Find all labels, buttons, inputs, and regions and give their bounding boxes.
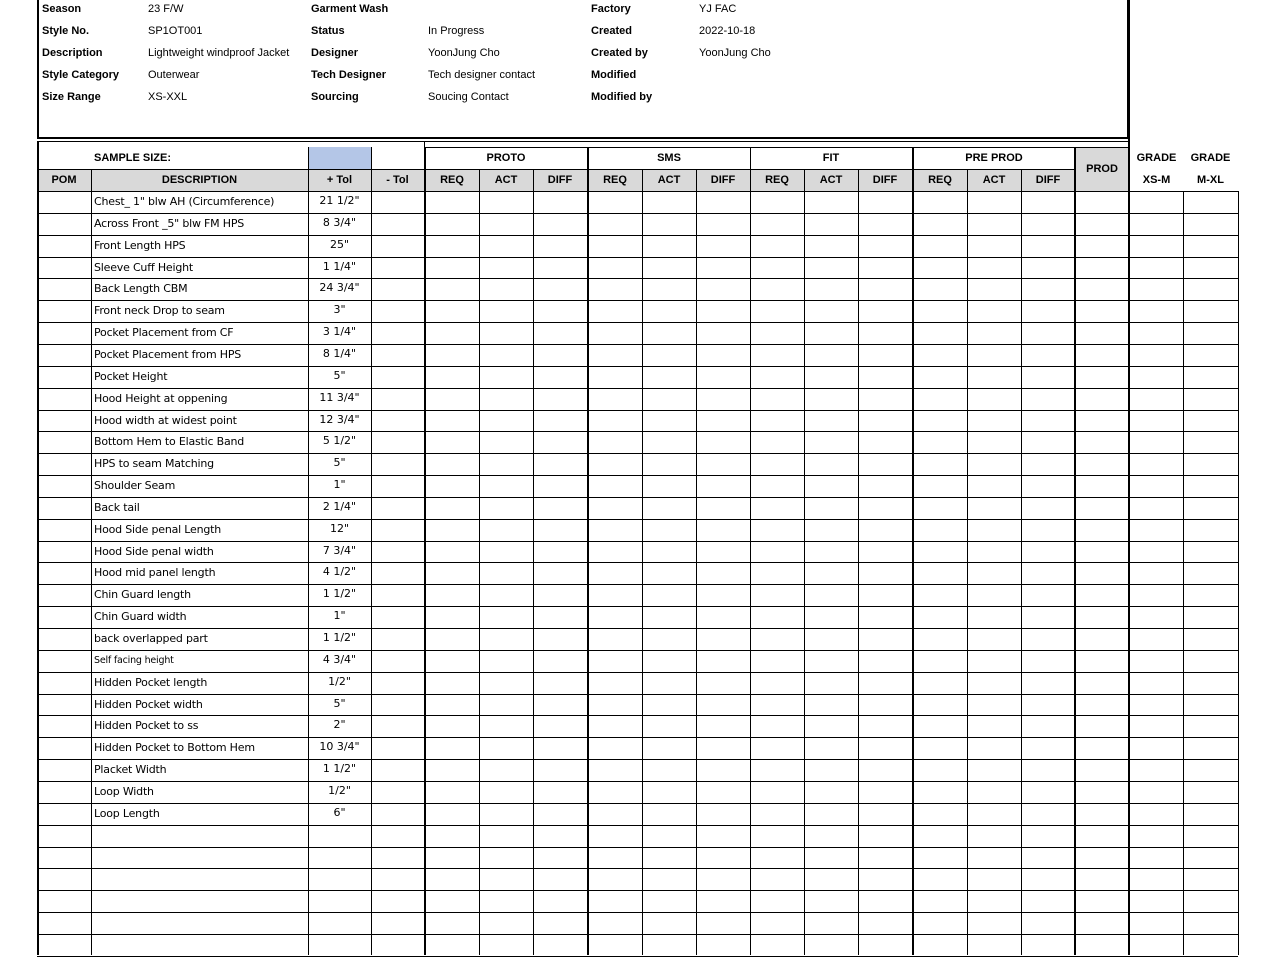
table-row-description[interactable]: Across Front _5" blw FM HPS <box>94 216 245 230</box>
sub-col-header: DIFF <box>872 174 898 186</box>
row-line <box>37 475 1238 476</box>
minus-tol-header: - Tol <box>386 174 409 186</box>
table-row-description[interactable]: Pocket Placement from CF <box>94 326 234 340</box>
header-label: Created by <box>591 47 648 59</box>
table-row-description[interactable]: Hidden Pocket width <box>94 697 203 711</box>
description-header: DESCRIPTION <box>161 174 238 186</box>
grade-size-header: XS-M <box>1142 174 1171 186</box>
table-row-plus-tol[interactable]: 2 1/4" <box>322 499 357 513</box>
header-value[interactable]: 23 F/W <box>148 3 184 15</box>
header-label: Created <box>591 25 632 37</box>
group-line <box>425 147 426 955</box>
table-row-plus-tol[interactable]: 5" <box>333 368 346 382</box>
table-row-description[interactable]: Hood Side penal width <box>94 544 214 558</box>
sub-line <box>696 169 697 955</box>
group-mid-line <box>913 169 1075 170</box>
table-row-plus-tol[interactable]: 1/2" <box>328 783 351 797</box>
header-value[interactable]: Tech designer contact <box>428 69 536 81</box>
row-line <box>37 825 1238 826</box>
table-row-description[interactable]: Bottom Hem to Elastic Band <box>94 435 245 449</box>
table-row-plus-tol[interactable]: 1 1/2" <box>322 631 357 644</box>
row-line <box>37 562 1238 563</box>
row-line <box>37 213 1238 214</box>
group-mid-line <box>750 169 912 170</box>
header-value[interactable]: Soucing Contact <box>428 91 509 103</box>
group-top-line <box>750 147 912 148</box>
sub-line <box>1021 169 1022 955</box>
sub-line <box>533 169 534 955</box>
sub-col-header: ACT <box>819 174 843 186</box>
row-line <box>37 344 1238 345</box>
sub-col-header: DIFF <box>710 174 736 186</box>
table-row-plus-tol[interactable]: 1 1/2" <box>322 762 357 776</box>
header-value[interactable]: In Progress <box>428 25 485 37</box>
header-value[interactable]: YJ FAC <box>699 3 737 15</box>
grade-header: GRADE <box>1190 152 1231 164</box>
row-line <box>37 497 1238 498</box>
header-value[interactable]: Lightweight windproof Jacket <box>148 47 290 59</box>
table-row-description[interactable]: Loop Width <box>94 784 154 798</box>
sub-line <box>642 169 643 955</box>
sub-col-header: ACT <box>494 174 518 186</box>
row-line <box>37 453 1238 454</box>
row-line <box>37 606 1238 607</box>
table-row-plus-tol[interactable]: 21 1/2" <box>319 194 360 207</box>
row-line <box>37 759 1238 760</box>
row-line <box>37 694 1238 695</box>
table-row-plus-tol[interactable]: 5" <box>333 456 346 470</box>
sub-col-header: REQ <box>440 174 464 186</box>
table-row-description[interactable]: Shoulder Seam <box>94 479 176 493</box>
table-row-plus-tol[interactable]: 24 3/4" <box>319 281 360 295</box>
row-line <box>37 191 1238 192</box>
col-line <box>1238 191 1239 955</box>
plus-tol-header: + Tol <box>326 174 353 186</box>
col-line <box>91 169 92 955</box>
table-row-description[interactable]: Chest_ 1" blw AH (Circumference) <box>94 195 275 208</box>
pom-header: POM <box>51 174 77 186</box>
table-row-plus-tol[interactable]: 3" <box>333 303 346 317</box>
prod-top-line <box>1075 147 1129 148</box>
sub-col-header: REQ <box>603 174 627 186</box>
header-label: Style No. <box>42 25 90 37</box>
row-line <box>37 628 1238 629</box>
table-row-plus-tol[interactable]: 7 3/4" <box>322 543 357 557</box>
table-row-description[interactable]: Loop Length <box>94 806 160 820</box>
row-line <box>37 847 1238 848</box>
grade-size-header: M-XL <box>1197 174 1224 186</box>
table-row-plus-tol[interactable]: 10 3/4" <box>319 740 360 754</box>
row-line <box>37 519 1238 520</box>
table-row-description[interactable]: Pocket Height <box>94 369 168 383</box>
group-header: PRE PROD <box>965 152 1023 164</box>
header-label: Description <box>42 47 103 59</box>
row-line <box>37 431 1238 432</box>
header-label: Size Range <box>42 91 101 103</box>
header-label: Tech Designer <box>311 69 386 81</box>
table-row-plus-tol[interactable]: 1 1/4" <box>322 259 357 273</box>
row-line <box>37 737 1238 738</box>
table-row-plus-tol[interactable]: 4 1/2" <box>322 565 357 579</box>
row-line <box>37 715 1238 716</box>
row-line <box>37 541 1238 542</box>
sample-size-label: SAMPLE SIZE: <box>94 152 172 164</box>
group-top-line <box>588 147 750 148</box>
table-row-description[interactable]: Pocket Placement from HPS <box>94 347 242 361</box>
header-label: Garment Wash <box>311 3 389 15</box>
table-row-description[interactable]: Hidden Pocket to ss <box>94 719 199 733</box>
group-header: PROTO <box>486 152 526 164</box>
table-row-plus-tol[interactable]: 4 3/4" <box>322 652 357 666</box>
table-row-description[interactable]: Back tail <box>94 500 140 514</box>
table-row-plus-tol[interactable]: 6" <box>333 805 346 819</box>
header-value[interactable]: YoonJung Cho <box>428 47 500 59</box>
header-label: Modified <box>591 69 637 81</box>
row-line <box>37 388 1238 389</box>
table-row-plus-tol[interactable]: 11 3/4" <box>319 390 360 404</box>
grade-header: GRADE <box>1136 152 1177 164</box>
sub-col-header: ACT <box>657 174 681 186</box>
table-row-description[interactable]: Front neck Drop to seam <box>94 304 225 318</box>
group-line <box>913 147 914 955</box>
row-line <box>37 868 1238 869</box>
group-line <box>750 147 751 955</box>
group-top-line <box>913 147 1075 148</box>
row-line <box>37 803 1238 804</box>
sub-col-header: DIFF <box>1035 174 1061 186</box>
header-value[interactable]: XS-XXL <box>148 91 188 103</box>
col-line <box>371 147 372 955</box>
table-row-description[interactable]: Hood width at widest point <box>94 413 237 427</box>
group-top-line <box>425 147 587 148</box>
group-mid-line <box>425 169 587 170</box>
header-value[interactable]: Outerwear <box>148 69 200 81</box>
col-line <box>1075 147 1076 955</box>
header-label: Modified by <box>591 91 653 103</box>
table-row-description[interactable]: Hood mid panel length <box>94 566 216 580</box>
table-row-description[interactable]: back overlapped part <box>94 632 208 645</box>
table-row-description[interactable]: Sleeve Cuff Height <box>94 260 194 274</box>
table-row-plus-tol[interactable]: 12 3/4" <box>319 412 360 426</box>
row-line <box>37 672 1238 673</box>
row-line <box>37 410 1238 411</box>
group-mid-line <box>588 169 750 170</box>
table-row-plus-tol[interactable]: 2" <box>333 718 346 732</box>
sample-size-input[interactable] <box>309 147 371 169</box>
table-row-plus-tol[interactable]: 8 3/4" <box>322 215 357 229</box>
row-line <box>37 650 1238 651</box>
header-value[interactable]: SP1OT001 <box>148 25 203 37</box>
table-row-description[interactable]: Hood Height at oppening <box>94 391 228 405</box>
header-label: Sourcing <box>311 91 359 103</box>
row-line <box>37 912 1238 913</box>
sub-col-header: ACT <box>982 174 1006 186</box>
table-row-plus-tol[interactable]: 25" <box>329 237 350 251</box>
sub-line <box>967 169 968 955</box>
row-line <box>37 235 1238 236</box>
row-line <box>37 934 1238 935</box>
table-row-description[interactable]: Chin Guard length <box>94 588 191 602</box>
table-row-description[interactable]: Self facing height <box>94 654 174 666</box>
row-line <box>37 890 1238 891</box>
table-row-plus-tol[interactable]: 1 1/2" <box>322 587 357 601</box>
table-row-description[interactable]: Back Length CBM <box>94 282 188 296</box>
table-row-plus-tol[interactable]: 5" <box>333 696 346 710</box>
table-row-description[interactable]: Hidden Pocket to Bottom Hem <box>94 741 255 755</box>
table-row-plus-tol[interactable]: 12" <box>329 521 350 535</box>
table-row-plus-tol[interactable]: 3 1/4" <box>322 325 357 339</box>
row-line <box>37 322 1238 323</box>
table-row-description[interactable]: HPS to seam Matching <box>94 457 214 471</box>
group-header: FIT <box>822 152 840 164</box>
header-label: Factory <box>591 3 631 15</box>
header-value[interactable]: 2022-10-18 <box>699 25 756 37</box>
table-row-description[interactable]: Hidden Pocket length <box>94 675 208 689</box>
header-line <box>37 169 424 170</box>
header-line <box>37 141 1129 142</box>
table-row-plus-tol[interactable]: 1" <box>333 478 346 492</box>
header-label: Status <box>311 25 345 37</box>
table-row-plus-tol[interactable]: 8 1/4" <box>322 346 357 360</box>
row-line <box>37 781 1238 782</box>
table-row-description[interactable]: Chin Guard width <box>94 610 187 624</box>
table-row-description[interactable]: Front Length HPS <box>94 238 186 252</box>
sub-col-header: DIFF <box>547 174 573 186</box>
col-line <box>1183 191 1184 955</box>
header-value[interactable]: YoonJung Cho <box>699 47 771 59</box>
row-line <box>37 300 1238 301</box>
table-row-plus-tol[interactable]: 5 1/2" <box>322 434 357 448</box>
table-row-description[interactable]: Hood Side penal Length <box>94 522 222 536</box>
header-label: Season <box>42 3 82 15</box>
table-row-plus-tol[interactable]: 1/2" <box>328 674 351 688</box>
row-line <box>37 366 1238 367</box>
header-label: Style Category <box>42 69 120 81</box>
sub-col-header: REQ <box>928 174 952 186</box>
sub-line <box>479 169 480 955</box>
group-line <box>588 147 589 955</box>
col-line <box>38 141 39 955</box>
table-row-plus-tol[interactable]: 1" <box>333 609 346 623</box>
col-line <box>1129 0 1130 955</box>
sub-col-header: REQ <box>765 174 789 186</box>
header-label: Designer <box>311 47 359 59</box>
sub-line <box>858 169 859 955</box>
row-line <box>37 584 1238 585</box>
header-box <box>37 0 1129 139</box>
group-header: SMS <box>657 152 681 164</box>
sub-line <box>804 169 805 955</box>
table-row-description[interactable]: Placket Width <box>94 763 167 777</box>
row-line <box>37 257 1238 258</box>
prod-header: PROD <box>1086 163 1118 175</box>
row-line <box>37 278 1238 279</box>
